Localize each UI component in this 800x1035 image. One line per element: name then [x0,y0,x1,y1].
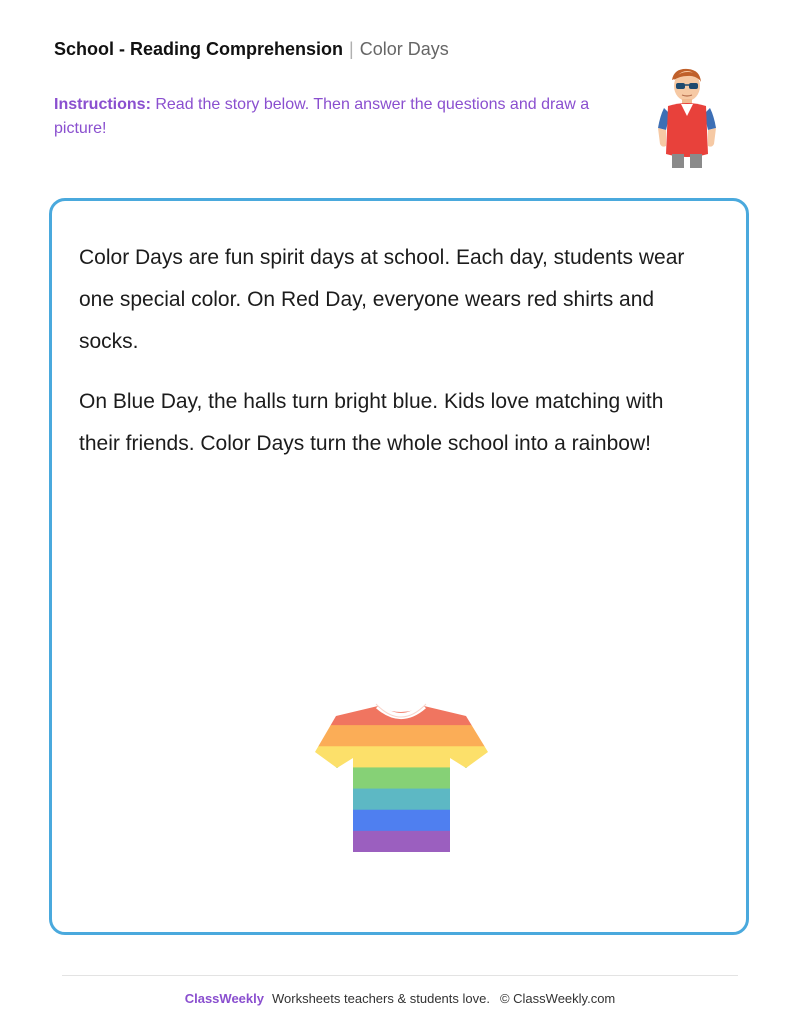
student-mascot-icon [648,66,726,170]
instructions [54,93,614,141]
shirt-stripe [306,831,496,853]
rainbow-tshirt-icon [256,640,546,902]
page-title: School - Reading Comprehension [54,39,344,59]
footer-brand: ClassWeekly [184,991,264,1006]
footer-copyright: © ClassWeekly.com [499,991,616,1006]
page-subtitle: Color Days [359,39,449,59]
shirt-stripe [306,789,496,811]
page-footer [0,990,800,1008]
instructions-text: Read the story below. Then answer the questions and draw a picture! [54,96,590,137]
story-paragraph: Color Days are fun spirit days at school. Each day, students wear one special color. On Red Day, everyone wears red shirts and socks. [79,246,685,353]
shirt-stripe [306,725,496,747]
footer-tagline: Worksheets teachers & students love. [271,991,490,1006]
page-header [54,38,449,60]
instructions-label: Instructions: [54,96,151,113]
story-paragraph: On Blue Day, the halls turn bright blue. Kids love matching with their friends. Color Days turn the whole school into a rainbow! [79,390,664,455]
shirt-stripe [306,767,496,789]
shirt-stripe [306,810,496,832]
title-separator: | [349,39,354,59]
story-text [79,237,699,483]
shirt-stripe [306,746,496,768]
footer-divider [62,975,738,976]
